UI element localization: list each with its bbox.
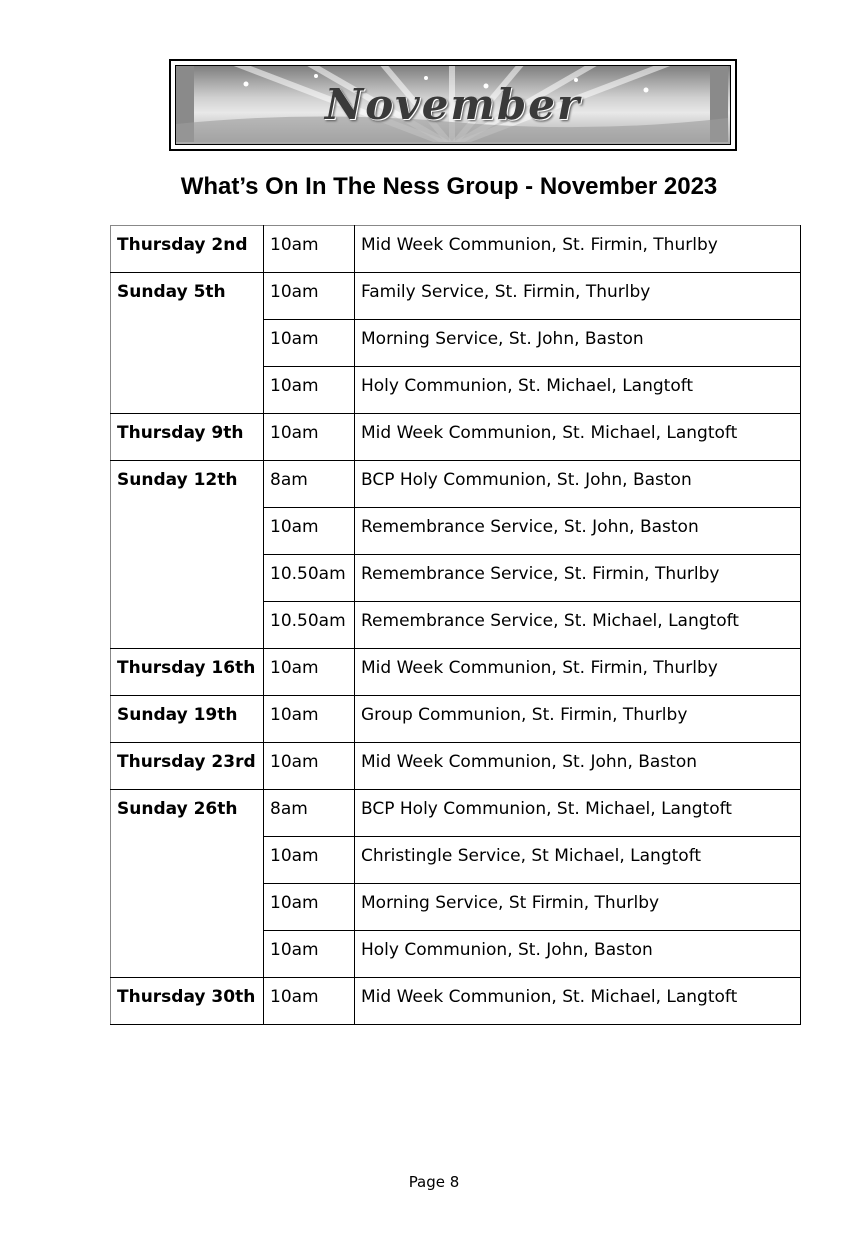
month-banner <box>169 59 737 151</box>
service-cell: Mid Week Communion, St. Firmin, Thurlby <box>355 226 801 273</box>
service-cell: Group Communion, St. Firmin, Thurlby <box>355 696 801 743</box>
time-cell: 10am <box>264 226 355 273</box>
service-cell: Mid Week Communion, St. John, Baston <box>355 743 801 790</box>
time-cell: 10am <box>264 696 355 743</box>
time-cell: 10am <box>264 978 355 1025</box>
service-cell: Family Service, St. Firmin, Thurlby <box>355 273 801 320</box>
service-cell: BCP Holy Communion, St. John, Baston <box>355 461 801 508</box>
service-cell: Remembrance Service, St. Michael, Langtoft <box>355 602 801 649</box>
time-cell: 10am <box>264 837 355 884</box>
table-row <box>111 978 801 1025</box>
service-cell: Remembrance Service, St. John, Baston <box>355 508 801 555</box>
service-cell: Remembrance Service, St. Firmin, Thurlby <box>355 555 801 602</box>
service-cell: Morning Service, St Firmin, Thurlby <box>355 884 801 931</box>
day-cell: Thursday 2nd <box>111 226 264 273</box>
banner-artwork <box>175 65 731 145</box>
banner-month-word: November <box>324 80 582 129</box>
service-cell: BCP Holy Communion, St. Michael, Langtoft <box>355 790 801 837</box>
table-row <box>111 743 801 790</box>
service-cell: Morning Service, St. John, Baston <box>355 320 801 367</box>
time-cell: 10am <box>264 931 355 978</box>
time-cell: 10am <box>264 414 355 461</box>
time-cell: 10am <box>264 367 355 414</box>
day-cell: Thursday 30th <box>111 978 264 1025</box>
table-row <box>111 649 801 696</box>
time-cell: 10am <box>264 273 355 320</box>
table-row <box>111 414 801 461</box>
table-row <box>111 790 801 837</box>
day-cell: Sunday 19th <box>111 696 264 743</box>
day-cell: Thursday 23rd <box>111 743 264 790</box>
table-row <box>111 226 801 273</box>
day-cell: Thursday 16th <box>111 649 264 696</box>
time-cell: 10.50am <box>264 602 355 649</box>
service-cell: Holy Communion, St. John, Baston <box>355 931 801 978</box>
page-title: What’s On In The Ness Group - November 2023 <box>180 173 718 200</box>
service-cell: Mid Week Communion, St. Michael, Langtoft <box>355 414 801 461</box>
table-row <box>111 273 801 320</box>
time-cell: 10am <box>264 649 355 696</box>
time-cell: 10am <box>264 884 355 931</box>
time-cell: 8am <box>264 461 355 508</box>
time-cell: 8am <box>264 790 355 837</box>
day-cell: Sunday 12th <box>111 461 264 649</box>
table-row <box>111 696 801 743</box>
time-cell: 10am <box>264 743 355 790</box>
day-cell: Sunday 26th <box>111 790 264 978</box>
service-cell: Mid Week Communion, St. Michael, Langtoft <box>355 978 801 1025</box>
service-cell: Mid Week Communion, St. Firmin, Thurlby <box>355 649 801 696</box>
time-cell: 10.50am <box>264 555 355 602</box>
services-table <box>110 225 801 1025</box>
table-row <box>111 461 801 508</box>
service-cell: Christingle Service, St Michael, Langtoft <box>355 837 801 884</box>
day-cell: Thursday 9th <box>111 414 264 461</box>
service-cell: Holy Communion, St. Michael, Langtoft <box>355 367 801 414</box>
page-number: Page 8 <box>408 1173 460 1191</box>
time-cell: 10am <box>264 320 355 367</box>
day-cell: Sunday 5th <box>111 273 264 414</box>
time-cell: 10am <box>264 508 355 555</box>
